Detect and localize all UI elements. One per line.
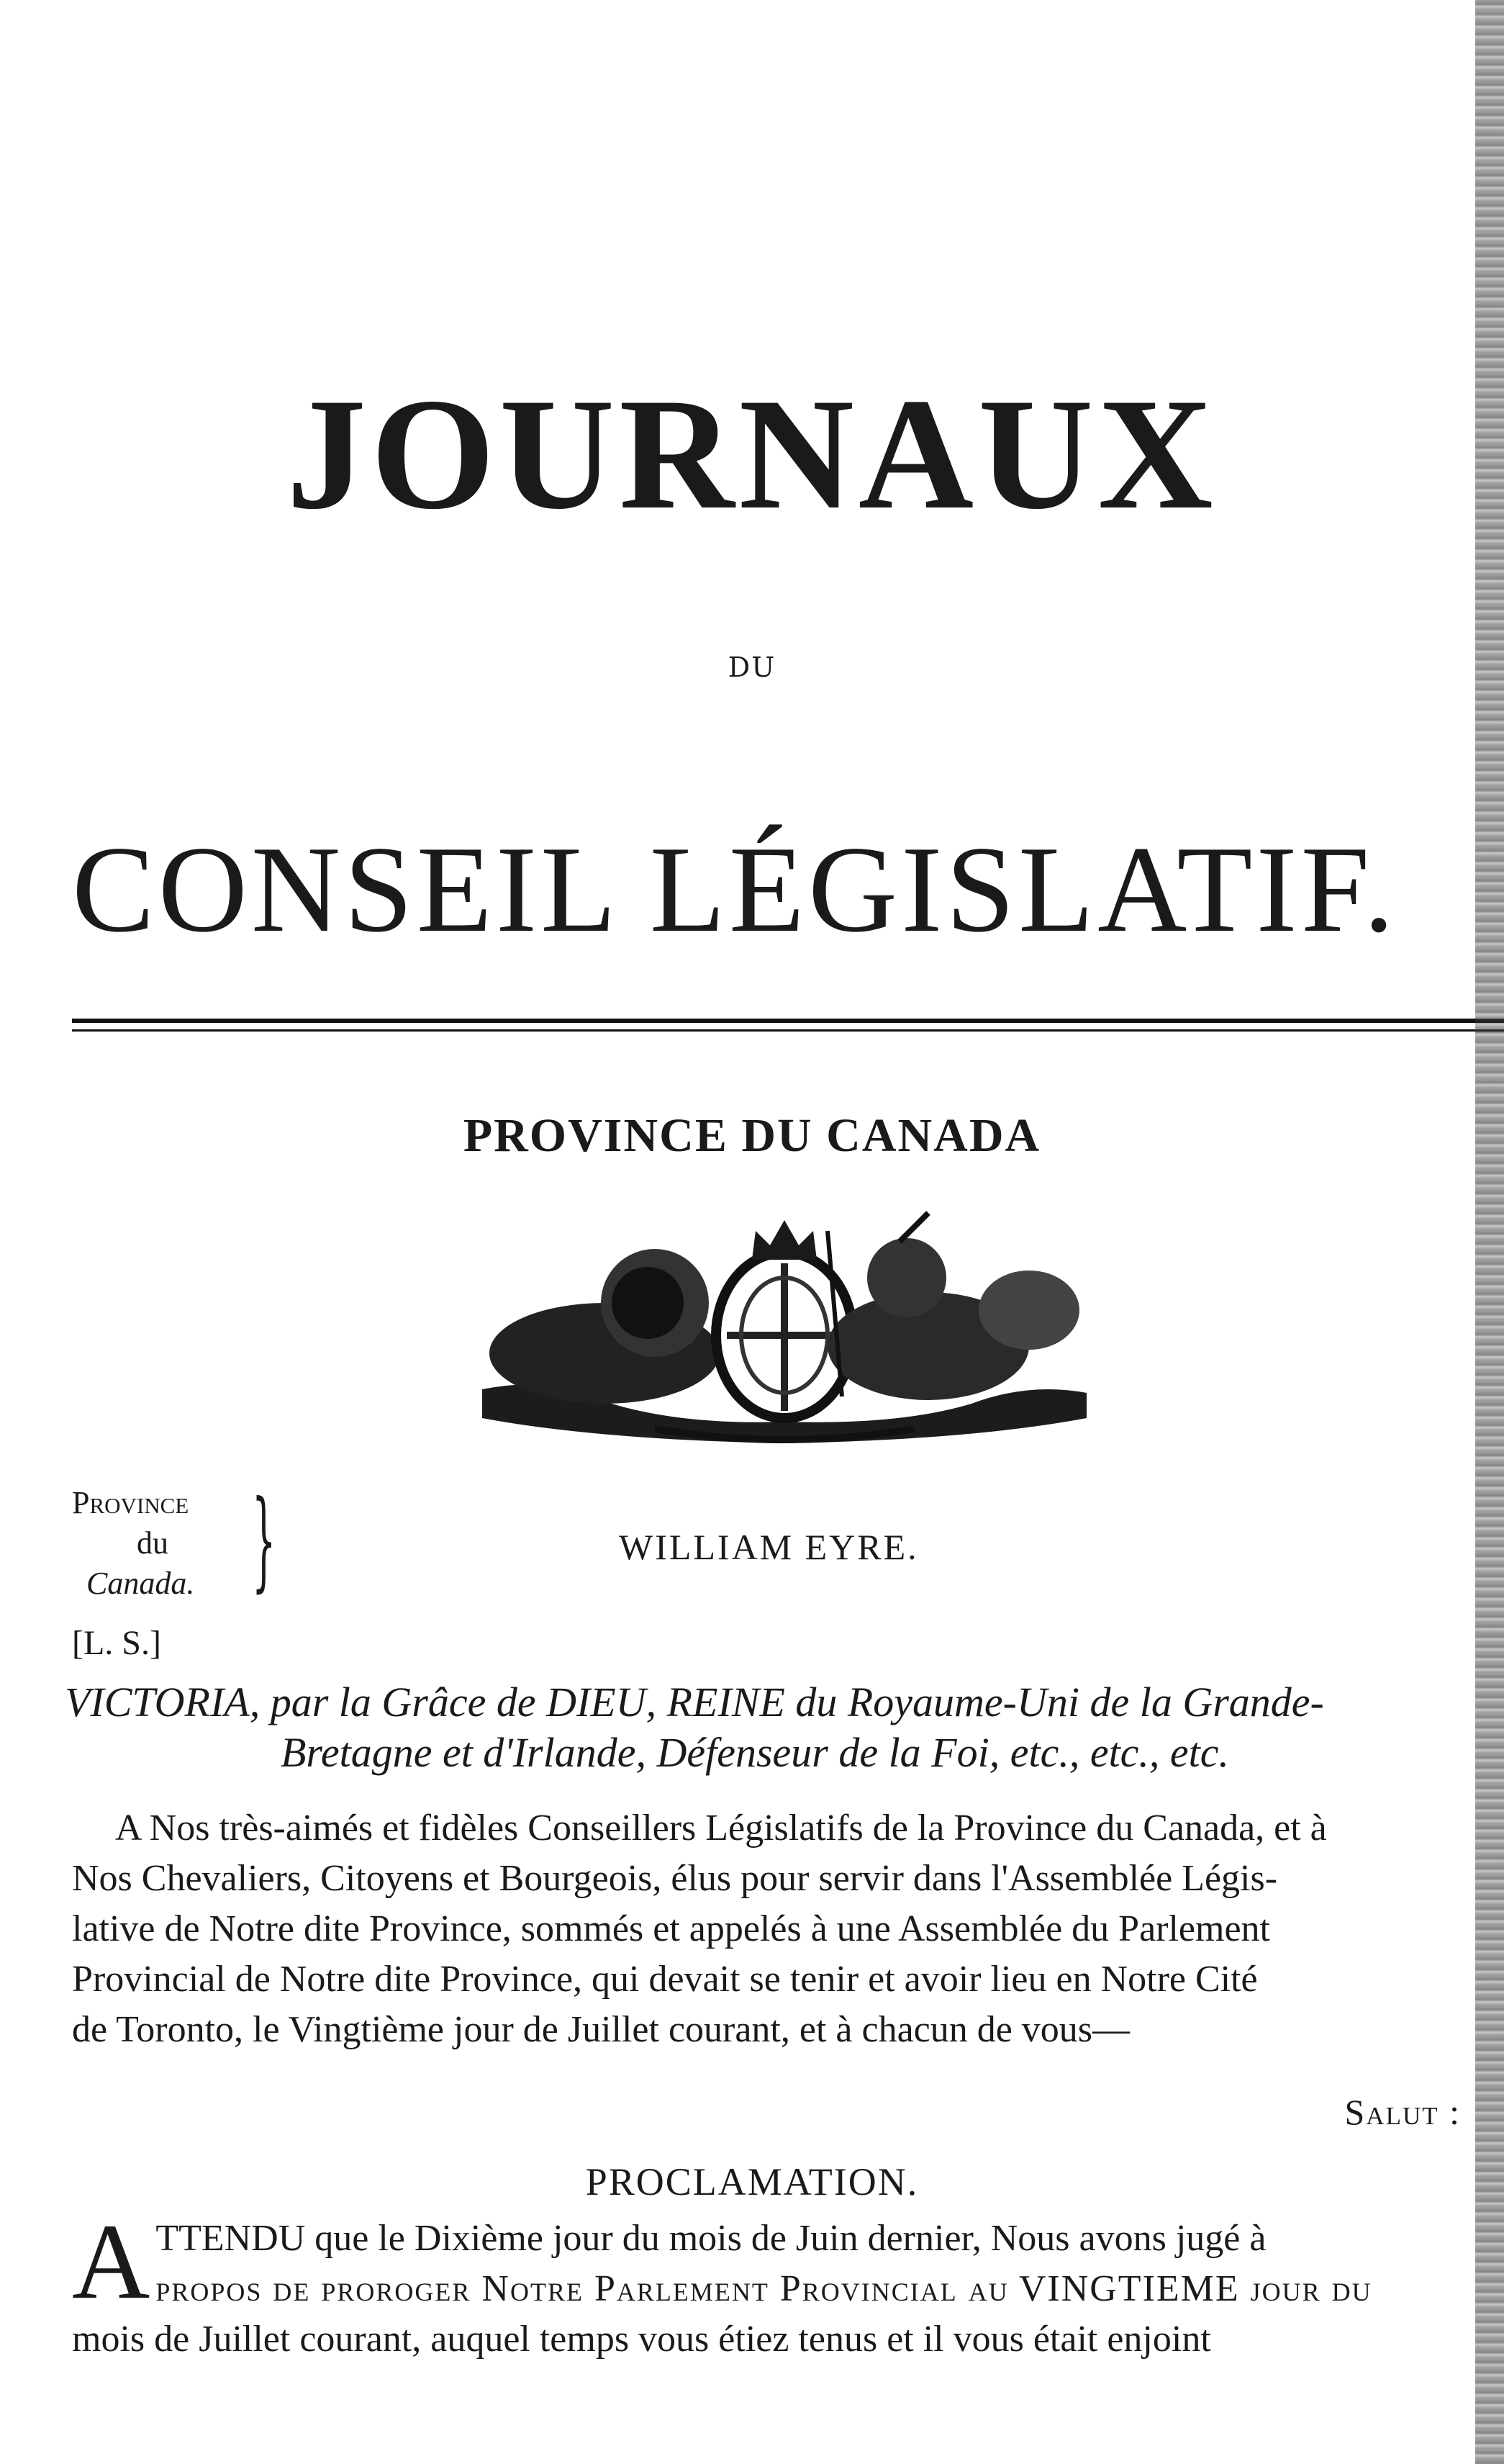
royal-title-line1: VICTORIA, par la Grâce de DIEU, REINE du Royaume-Uni de la Grande- bbox=[65, 1679, 1324, 1725]
royal-title-line2: Bretagne et d'Irlande, Défenseur de la Foi, etc., etc., etc. bbox=[281, 1729, 1230, 1776]
address-line: de Toronto, le Vingtième jour de Juillet courant, et à chacun de vous— bbox=[72, 2009, 1131, 2050]
address-line: lative de Notre dite Province, sommés et appelés à une Assemblée du Parlement bbox=[72, 1908, 1270, 1949]
side-note-line3: Canada. bbox=[86, 1566, 195, 1601]
proclamation-line: propos de proroger Notre Parlement Provincial au VINGTIEME jour du bbox=[155, 2268, 1372, 2309]
double-rule-top bbox=[72, 1019, 1504, 1023]
side-note-line2: du bbox=[137, 1525, 168, 1561]
proclamation-paragraph bbox=[72, 2202, 1504, 2365]
drop-cap: A bbox=[72, 2202, 150, 2321]
address-paragraph bbox=[72, 1803, 1504, 2055]
address-line: A Nos très-aimés et fidèles Conseillers Législatifs de la Province du Canada, et à bbox=[115, 1808, 1327, 1849]
royal-title bbox=[65, 1677, 1504, 1778]
journal-title-connector: DU bbox=[728, 651, 776, 683]
double-rule-bottom bbox=[72, 1029, 1504, 1032]
address-line: Nos Chevaliers, Citoyens et Bourgeois, élus pour servir dans l'Assemblée Légis- bbox=[72, 1858, 1278, 1899]
proclamation-heading: PROCLAMATION. bbox=[585, 2160, 919, 2203]
journal-title: JOURNAUX bbox=[286, 366, 1218, 543]
proclamation-line: TTENDU que le Dixième jour du mois de Juin dernier, Nous avons jugé à bbox=[155, 2218, 1267, 2259]
page-edge-shadow bbox=[1475, 0, 1504, 2464]
governor-name: WILLIAM EYRE. bbox=[619, 1527, 919, 1567]
royal-coat-of-arms-icon bbox=[468, 1209, 1101, 1454]
proclamation-line: mois de Juillet courant, auquel temps vous étiez tenus et il vous était enjoint bbox=[72, 2319, 1211, 2360]
salutation: Salut : bbox=[1344, 2092, 1461, 2132]
council-title: CONSEIL LÉGISLATIF. bbox=[72, 821, 1398, 958]
seal-mark: [L. S.] bbox=[72, 1624, 161, 1662]
province-heading: PROVINCE DU CANADA bbox=[463, 1109, 1041, 1162]
curly-brace-icon: } bbox=[252, 1478, 276, 1603]
address-line: Provincial de Notre dite Province, qui devait se tenir et avoir lieu en Notre Cité bbox=[72, 1959, 1258, 2000]
side-note-line1: Province bbox=[72, 1485, 189, 1520]
